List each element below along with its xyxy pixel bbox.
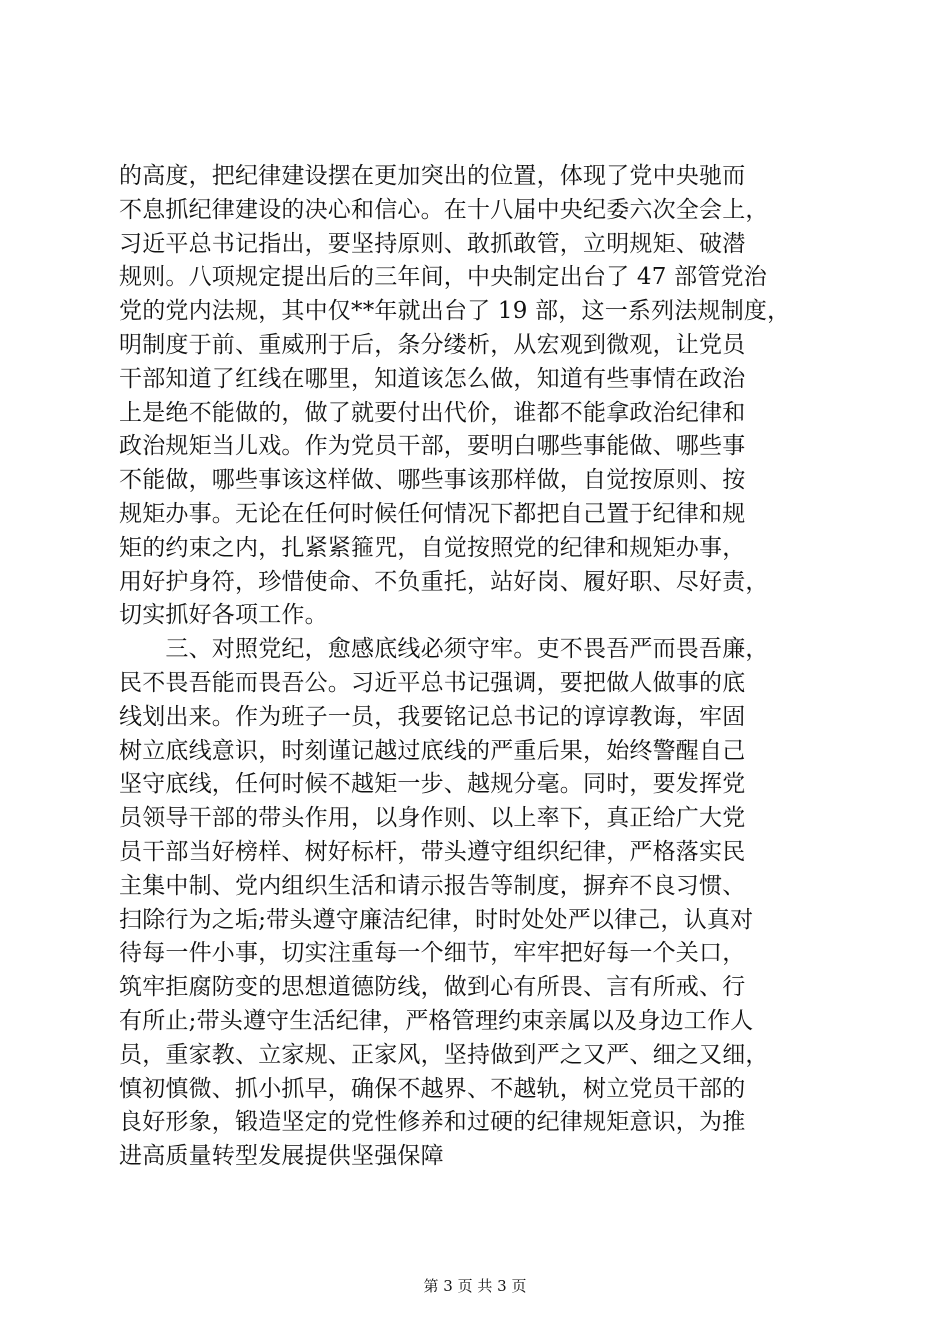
text-line: 民不畏吾能而畏吾公。习近平总书记强调，要把做人做事的底	[119, 669, 746, 696]
text-line: 规则。八项规定提出后的三年间，中央制定出台了 47 部管党治	[119, 264, 767, 291]
page-number: 第 3 页 共 3 页	[423, 1277, 527, 1295]
text-line: 不能做，哪些事该这样做、哪些事该那样做，自觉按原则、按	[119, 467, 746, 494]
text-line: 员领导干部的带头作用，以身作则、以上率下，真正给广大党	[119, 805, 746, 832]
text-line: 不息抓纪律建设的决心和信心。在十八届中央纪委六次全会上，	[119, 196, 769, 223]
text-line: 树立底线意识，时刻谨记越过底线的严重后果，始终警醒自己	[119, 737, 746, 764]
text-line: 线划出来。作为班子一员，我要铭记总书记的谆谆教诲，牢固	[119, 703, 746, 730]
text-line: 待每一件小事，切实注重每一个细节，牢牢把好每一个关口，	[119, 940, 746, 967]
text-line: 员干部当好榜样、树好标杆，带头遵守组织纪律，严格落实民	[119, 838, 746, 865]
text-line: 的高度，把纪律建设摆在更加突出的位置，体现了党中央驰而	[119, 163, 746, 189]
page-footer	[0, 1276, 950, 1296]
text-line: 矩的约束之内，扎紧紧箍咒，自觉按照党的纪律和规矩办事，	[119, 534, 746, 561]
text-line: 习近平总书记指出，要坚持原则、敢抓敢管，立明规矩、破潜	[119, 230, 746, 257]
text-line: 明制度于前、重威刑于后，条分缕析，从宏观到微观，让党员	[119, 331, 746, 358]
text-line: 用好护身符，珍惜使命、不负重托，站好岗、履好职、尽好责，	[119, 568, 769, 595]
text-line: 规矩办事。无论在任何时候任何情况下都把自己置于纪律和规	[119, 500, 746, 527]
text-line: 坚守底线，任何时候不越矩一步、越规分毫。同时，要发挥党	[119, 771, 746, 798]
text-line: 主集中制、党内组织生活和请示报告等制度，摒弃不良习惯、	[119, 872, 746, 899]
text-line: 政治规矩当儿戏。作为党员干部，要明白哪些事能做、哪些事	[119, 433, 746, 460]
text-line: 干部知道了红线在哪里，知道该怎么做，知道有些事情在政治	[119, 365, 746, 392]
text-line: 扫除行为之垢;带头遵守廉洁纪律，时时处处严以律己，认真对	[119, 906, 754, 933]
text-line: 上是绝不能做的，做了就要付出代价，谁都不能拿政治纪律和	[119, 399, 746, 426]
text-line: 筑牢拒腐防变的思想道德防线，做到心有所畏、言有所戒、行	[119, 974, 746, 1001]
body-text	[119, 160, 831, 1174]
text-line: 党的党内法规，其中仅**年就出台了 19 部，这一系列法规制度，	[119, 298, 791, 325]
text-line: 有所止;带头遵守生活纪律，严格管理约束亲属以及身边工作人	[119, 1007, 754, 1034]
text-line: 慎初慎微、抓小抓早，确保不越界、不越轨，树立党员干部的	[119, 1075, 746, 1102]
text-line: 员，重家教、立家规、正家风，坚持做到严之又严、细之又细，	[119, 1041, 769, 1068]
text-line: 进高质量转型发展提供坚强保障	[119, 1143, 444, 1170]
text-line: 良好形象，锻造坚定的党性修养和过硬的纪律规矩意识，为推	[119, 1109, 746, 1136]
text-line: 切实抓好各项工作。	[119, 602, 328, 629]
text-line: 三、对照党纪，愈感底线必须守牢。吏不畏吾严而畏吾廉，	[119, 636, 769, 663]
